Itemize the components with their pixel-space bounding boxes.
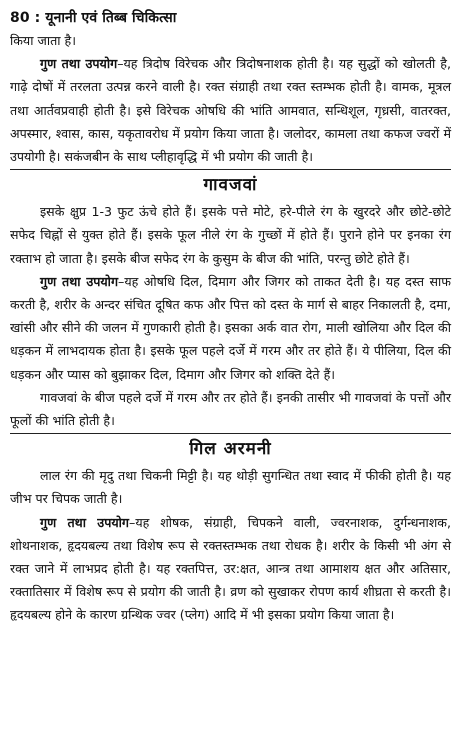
gavajvan-lead: गुण तथा उपयोग [40,273,119,289]
gil-armani-title: गिल अरमनी [189,439,272,460]
section-divider [10,433,451,434]
page-header [10,7,451,29]
gil-armani-lead: गुण तथा उपयोग [40,514,130,530]
intro-line: किया जाता है। [10,33,77,48]
gil-armani-para2-body: –यह शोषक, संग्राही, चिपकने वाली, ज्वरनाशक, दुर्गन्धनाशक, शोथनाशक, हृदयबल्य तथा विशेष रूप से रक्तस्तम्भक तथा रोधक है। शरीर के किसी भी अंग से रक्त जाने में लाभप्रद होती है। यह रक्तपित्त, उर:क्षत, आन्त्र तथा आमाशय क्षत और अतिसार, रक्तातिसार में विशेष रूप से प्रयोग की जाती है। व्रण को सुखाकर रोपण कार्य शीघ्रता से करती है। हृदयबल्य होने के कारण ग्रन्थिक ज्वर (प्लेग) आदि में भी इसका प्रयोग किया जाता है। [10,514,451,623]
gavajvan-para3: गावजवां के बीज पहले दर्जे में गरम और तर होते हैं। इनकी तासीर भी गावजवां के पत्तों और फूलों की भांति होती है। [10,389,451,429]
page-number: 80 [10,10,30,26]
section-divider [10,169,451,170]
gavajvan-title: गावजवां [203,175,258,196]
section1-paragraph [10,52,451,168]
gil-armani-para1: लाल रंग की मृदु तथा चिकनी मिट्टी है। यह थोड़ी सुगन्धित तथा स्वाद में फीकी होती है। यह जीभ पर चिपक जाती है। [10,468,451,507]
section1-lead: गुण तथा उपयोग [40,56,118,72]
section1-body: –यह त्रिदोष विरेचक और त्रिदोषनाशक होती है। यह सुद्धों को खोलती है, गाढ़े दोषों में तरलता उत्पन्न करने वाली है। रक्त संग्राही तथा रक्त स्तम्भक होती है। वामक, मूत्रल तथा आर्तवप्रवाही होती है। इसे विरेचक ओषधि की भांति आमवात, सन्धिशूल, गृध्रसी, वातरक्त, अपस्मार, श्वास, कास, यकृतावरोध में प्रयोग किया जाता है। जलोदर, कामला तथा कफज ज्वरों में उपयोगी है। सकंजबीन के साथ प्लीहावृद्धि में भी प्रयोग की जाती है। [10,56,451,165]
gil-armani-para2 [10,511,451,627]
gavajvan-para1: इसके क्षुप्र 1-3 फुट ऊंचे होते हैं। इसके पत्ते मोटे, हरे-पीले रंग के खुरदरे और छोटे-छोटे सफेद चिह्नों से युक्त होते हैं। इसके फूल नीले रंग के गुच्छों में होते हैं। पुराने होने पर इनका रंग रक्ताभ हो जाता है। इसके बीज सफेद रंग के कुसुम के बीज की भांति, परन्तु छोटे होते हैं। [10,204,451,266]
gavajvan-para2-body: –यह ओषधि दिल, दिमाग और जिगर को ताकत देती है। यह दस्त साफ करती है, शरीर के अन्दर संचित दूषित कफ और पित्त को दस्त के मार्ग से बाहर निकालती है, दमा, खांसी और सीने की जलन में गुणकारी होती है। इसका अर्क वात रोग, माली खोलिया और दिल की धड़कन में लाभदायक होता है। इसके फूल पहले दर्जे में गरम और तर होते हैं। ये पीलिया, दिल की धड़कन और प्यास को बुझाकर दिल, दिमाग और जिगर को शक्ति देते हैं। [10,273,451,382]
gavajvan-para2 [10,270,451,386]
book-title: : यूनानी एवं तिब्ब चिकित्सा [34,10,177,26]
